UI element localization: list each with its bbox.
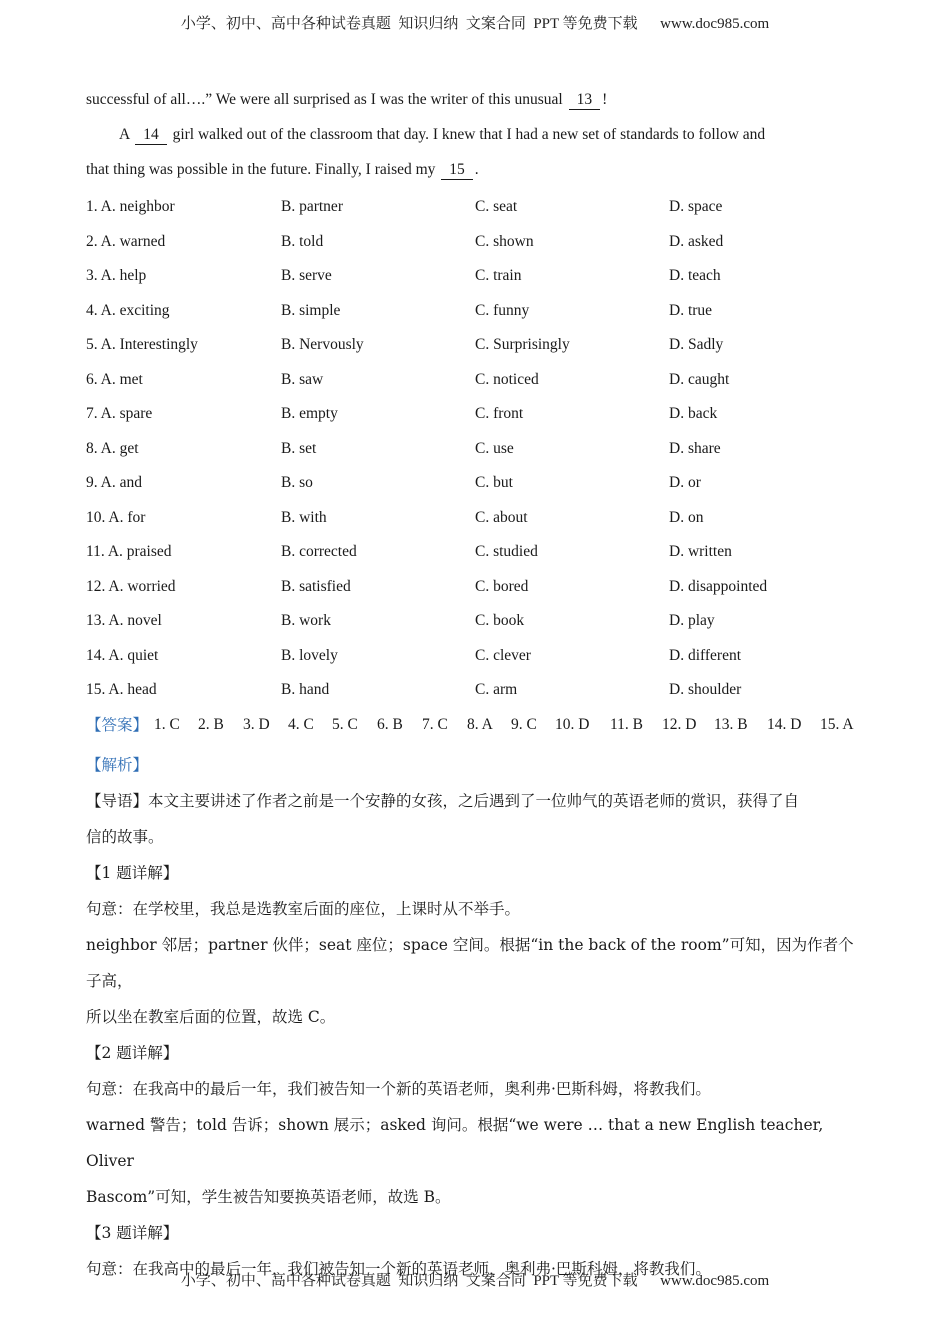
option-a: 8. A. get — [86, 439, 139, 457]
option-a: 6. A. met — [86, 370, 143, 388]
option-a: 5. A. Interestingly — [86, 336, 198, 353]
option-c: C. about — [475, 508, 528, 526]
option-d: D. caught — [669, 370, 730, 388]
passage-line-1: successful of all….” We were all surprised as I was the writer of this unusual 13 ! — [86, 91, 608, 108]
option-c: C. seat — [475, 198, 518, 215]
document-body — [86, 86, 862, 1287]
answer-item: 14. D — [767, 715, 802, 733]
answer-item: 5. C — [332, 715, 358, 733]
answer-item: 4. C — [288, 715, 314, 733]
q2-detail-line-1: warned 警告；told 告诉；shown 展示；asked 询问。根据“we were … that a new English teacher, Oliver — [86, 1115, 824, 1170]
option-b: B. so — [281, 474, 313, 491]
option-c: C. train — [475, 267, 522, 284]
option-b: B. satisfied — [281, 577, 351, 595]
q1-detail-line-1: neighbor 邻居；partner 伙伴；seat 座位；space 空间。根据“in the back of the room”可知，因为作者个子高， — [86, 935, 854, 990]
answer-item: 3. D — [243, 715, 270, 733]
option-c: C. shown — [475, 232, 534, 250]
option-row — [86, 193, 862, 228]
option-row — [86, 469, 862, 504]
answer-label: 【答案】 — [86, 715, 149, 734]
q3-title: 【3 题详解】 — [86, 1223, 179, 1242]
option-b: B. empty — [281, 405, 338, 422]
option-row — [86, 228, 862, 263]
option-d: D. disappointed — [669, 577, 768, 595]
option-b: B. corrected — [281, 543, 357, 560]
option-b: B. with — [281, 508, 327, 526]
option-row — [86, 262, 862, 297]
analysis-section — [86, 747, 862, 1287]
option-c: C. bored — [475, 577, 529, 595]
page-header: 小学、初中、高中各种试卷真题 知识归纳 文案合同 PPT 等免费下载 www.doc985.com — [180, 16, 770, 32]
option-d: D. play — [669, 612, 715, 629]
option-b: B. serve — [281, 267, 332, 284]
option-a: 1. A. neighbor — [86, 198, 175, 215]
option-row — [86, 504, 862, 539]
option-d: D. teach — [669, 267, 721, 284]
answer-item: 6. B — [377, 715, 403, 733]
option-a: 15. A. head — [86, 681, 157, 698]
option-row — [86, 538, 862, 573]
option-b: B. hand — [281, 681, 330, 698]
q2-meaning: 句意：在我高中的最后一年，我们被告知一个新的英语老师，奥利弗·巴斯科姆，将教我们。 — [86, 1079, 711, 1098]
intro-line-1: 【导语】本文主要讲述了作者之前是一个安静的女孩，之后遇到了一位帅气的英语老师的赏识，获得了自 — [86, 791, 800, 810]
option-a: 4. A. exciting — [86, 301, 170, 319]
option-a: 13. A. novel — [86, 612, 162, 629]
option-c: C. Surprisingly — [475, 336, 570, 353]
q1-detail-line-2: 所以坐在教室后面的位置，故选 C。 — [86, 1007, 336, 1026]
option-row — [86, 297, 862, 332]
passage-line-2: A 14 girl walked out of the classroom that day. I knew that I had a new set of standards to follow and — [119, 126, 766, 143]
q2-title: 【2 题详解】 — [86, 1043, 179, 1062]
answer-item: 13. B — [714, 715, 748, 733]
intro-line-2: 信的故事。 — [86, 827, 164, 846]
option-row — [86, 331, 862, 366]
option-row — [86, 642, 862, 677]
blank-14: 14 — [135, 126, 167, 145]
blank-13: 13 — [569, 91, 601, 110]
blank-15: 15 — [441, 161, 473, 180]
option-d: D. shoulder — [669, 681, 742, 698]
answer-item: 1. C — [154, 715, 180, 733]
answer-item: 12. D — [662, 715, 697, 733]
option-c: C. but — [475, 474, 513, 491]
option-a: 11. A. praised — [86, 543, 172, 560]
page-footer: 小学、初中、高中各种试卷真题 知识归纳 文案合同 PPT 等免费下载 www.doc985.com — [180, 1273, 770, 1289]
option-row — [86, 607, 862, 642]
passage-line-3: that thing was possible in the future. Finally, I raised my 15 . — [86, 161, 479, 178]
option-c: C. funny — [475, 301, 530, 319]
option-d: D. written — [669, 543, 732, 560]
option-b: B. partner — [281, 198, 343, 215]
option-b: B. set — [281, 439, 317, 457]
option-a: 12. A. worried — [86, 577, 176, 595]
option-c: C. noticed — [475, 370, 539, 388]
option-c: C. use — [475, 439, 514, 457]
option-b: B. lovely — [281, 646, 338, 664]
option-d: D. asked — [669, 232, 724, 250]
options-list — [86, 193, 862, 711]
option-c: C. front — [475, 405, 524, 422]
option-a: 9. A. and — [86, 474, 142, 491]
answer-item: 2. B — [198, 715, 224, 733]
option-c: C. arm — [475, 681, 518, 698]
option-b: B. told — [281, 232, 324, 250]
answer-item: 8. A — [467, 715, 493, 733]
option-row — [86, 676, 862, 711]
option-row — [86, 573, 862, 608]
option-a: 14. A. quiet — [86, 646, 159, 664]
answer-item: 9. C — [511, 715, 537, 733]
option-d: D. Sadly — [669, 336, 724, 353]
answer-item: 11. B — [610, 715, 644, 733]
option-b: B. Nervously — [281, 336, 364, 353]
option-b: B. saw — [281, 370, 324, 388]
option-b: B. work — [281, 612, 331, 629]
option-d: D. true — [669, 301, 713, 319]
option-d: D. or — [669, 474, 701, 491]
option-c: C. book — [475, 612, 525, 629]
option-row — [86, 435, 862, 470]
q1-title: 【1 题详解】 — [86, 863, 179, 882]
option-a: 3. A. help — [86, 267, 147, 284]
option-d: D. back — [669, 405, 718, 422]
analysis-label: 【解析】 — [86, 755, 149, 774]
option-a: 7. A. spare — [86, 405, 153, 422]
option-a: 2. A. warned — [86, 232, 166, 250]
option-a: 10. A. for — [86, 508, 146, 526]
q1-meaning: 句意：在学校里，我总是选教室后面的座位，上课时从不举手。 — [86, 899, 521, 918]
q2-detail-line-2: Bascom”可知，学生被告知要换英语老师，故选 B。 — [86, 1187, 451, 1206]
option-c: C. studied — [475, 543, 538, 560]
answer-item: 10. D — [555, 715, 590, 733]
option-d: D. different — [669, 646, 742, 664]
option-d: D. on — [669, 508, 704, 526]
option-row — [86, 366, 862, 401]
option-c: C. clever — [475, 646, 531, 664]
answer-row — [86, 711, 862, 747]
q3-meaning: 句意：在我高中的最后一年，我们被告知一个新的英语老师，奥利弗·巴斯科姆，将教我们。 — [86, 1259, 711, 1278]
option-d: D. share — [669, 439, 721, 457]
option-row — [86, 400, 862, 435]
option-b: B. simple — [281, 301, 341, 319]
answer-item: 15. A — [820, 715, 854, 733]
answer-item: 7. C — [422, 715, 448, 733]
option-d: D. space — [669, 198, 723, 215]
